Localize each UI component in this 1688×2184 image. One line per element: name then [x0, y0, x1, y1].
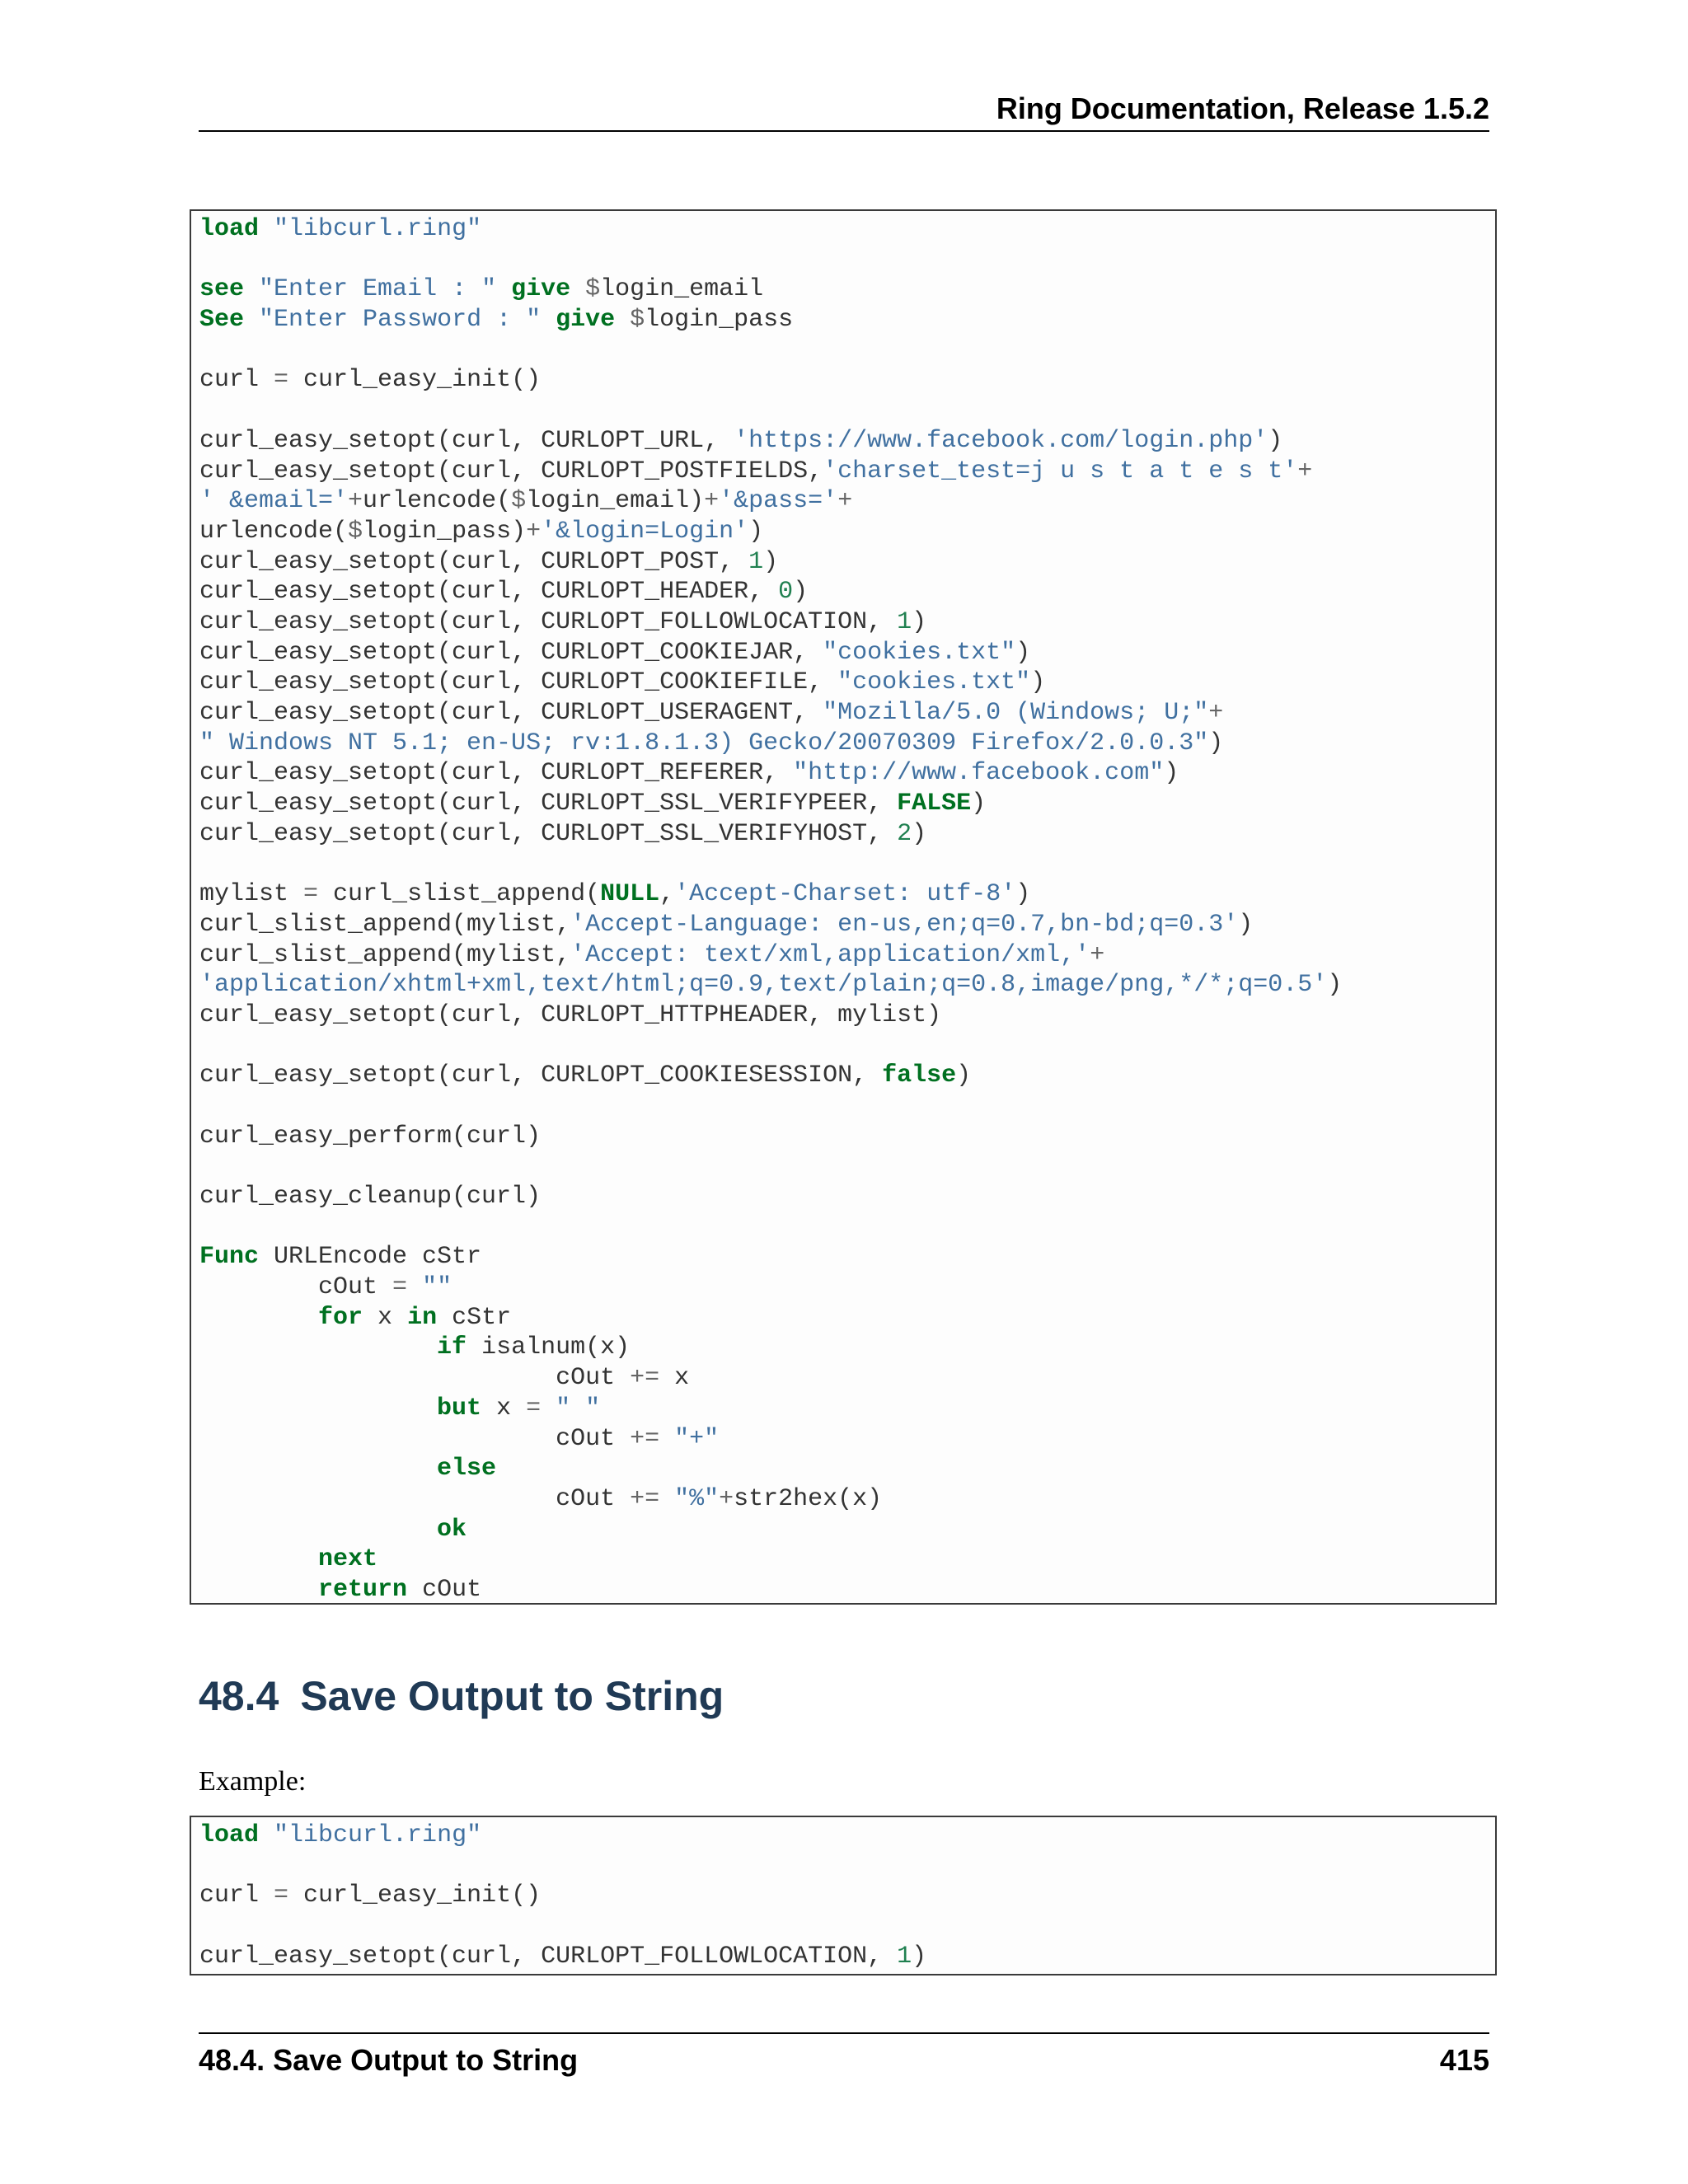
code-token-st: 'https://www.facebook.com/login.php'	[734, 426, 1268, 455]
example-label: Example:	[199, 1766, 307, 1797]
code-line	[199, 274, 1495, 305]
code-line	[199, 1333, 1495, 1363]
code-token	[259, 1821, 274, 1849]
code-token: curl_easy_perform(curl)	[199, 1122, 542, 1151]
code-line	[199, 1851, 1495, 1882]
code-token: curl_easy_setopt(curl, CURLOPT_REFERER,	[199, 759, 794, 788]
code-line	[199, 1821, 1495, 1851]
code-token-op: +	[1297, 457, 1313, 485]
code-token	[659, 1485, 674, 1513]
code-token: )	[1327, 971, 1343, 1000]
code-token: )	[763, 547, 779, 576]
code-token: isalnum(x)	[467, 1333, 631, 1362]
code-token-op: +	[837, 487, 853, 516]
code-line	[199, 396, 1495, 426]
code-token: login_email)	[526, 487, 705, 516]
code-token: cOut	[199, 1424, 631, 1453]
code-token-st: "%"	[674, 1484, 720, 1513]
code-token-op: +	[704, 487, 720, 516]
code-token: curl_easy_setopt(curl, CURLOPT_USERAGENT,	[199, 699, 823, 727]
code-token	[244, 275, 259, 303]
code-token: login_email	[600, 275, 764, 304]
code-line	[199, 1182, 1495, 1212]
code-token-st: ""	[422, 1273, 452, 1302]
code-token-st: '&login=Login'	[541, 517, 749, 546]
code-line	[199, 1454, 1495, 1484]
code-line	[199, 577, 1495, 607]
code-line	[199, 426, 1495, 457]
code-line	[199, 335, 1495, 366]
code-token: cOut	[407, 1575, 482, 1604]
code-token-nm: 0	[778, 578, 794, 607]
code-line	[199, 879, 1495, 910]
code-token-st: "libcurl.ring"	[274, 1821, 482, 1849]
page-footer	[199, 2032, 1489, 2083]
code-block-2	[190, 1816, 1497, 1975]
code-line	[199, 365, 1495, 396]
code-line	[199, 698, 1495, 729]
code-line	[199, 1942, 1495, 1972]
code-token-kw: See	[199, 306, 245, 335]
code-token-op: =	[303, 880, 319, 909]
code-token	[496, 275, 511, 303]
code-token	[199, 1516, 437, 1544]
code-line	[199, 1484, 1495, 1515]
code-token: )	[1238, 910, 1254, 939]
code-token-op: $	[585, 275, 601, 304]
code-line	[199, 970, 1495, 1001]
code-token	[199, 1455, 437, 1483]
code-token-op: +=	[630, 1484, 660, 1513]
code-token	[199, 1394, 437, 1422]
code-token: URLEncode cStr	[259, 1243, 482, 1272]
code-token-op: +	[348, 487, 363, 516]
code-token-kw: ok	[437, 1515, 467, 1544]
code-token	[199, 1333, 437, 1361]
code-token: curl_slist_append(mylist,	[199, 910, 571, 939]
code-token: login_pass)	[363, 517, 527, 546]
code-line	[199, 245, 1495, 275]
code-token	[615, 306, 630, 334]
code-token-op: =	[274, 1882, 289, 1910]
code-line	[199, 1394, 1495, 1424]
code-token: )	[912, 1942, 927, 1971]
code-line	[199, 758, 1495, 789]
code-token-kw: return	[318, 1575, 408, 1604]
code-token: x	[363, 1303, 408, 1332]
code-token-nm: 1	[897, 607, 912, 636]
code-line	[199, 1303, 1495, 1333]
code-token-st: "Enter Password : "	[259, 306, 542, 335]
code-token: urlencode(	[363, 487, 512, 516]
code-token: )	[793, 578, 809, 607]
code-token: )	[956, 1062, 972, 1090]
code-token: urlencode(	[199, 517, 349, 546]
code-token-kw: for	[318, 1303, 363, 1332]
code-token-st: "cookies.txt"	[837, 668, 1031, 697]
code-token-kw: false	[882, 1062, 957, 1090]
code-token	[570, 275, 585, 303]
code-token: ,	[659, 880, 675, 909]
code-token: login_pass	[645, 306, 794, 335]
code-token: )	[1268, 426, 1283, 455]
code-token-op: $	[630, 306, 645, 335]
code-token-st: "http://www.facebook.com"	[793, 759, 1165, 788]
code-line	[199, 547, 1495, 578]
code-line	[199, 638, 1495, 668]
code-token: curl_easy_setopt(curl, CURLOPT_POST,	[199, 547, 749, 576]
code-listing	[191, 1817, 1495, 1971]
code-token-kw: give	[556, 306, 616, 335]
code-token: curl_easy_setopt(curl, CURLOPT_HTTPHEADER, mylist)	[199, 1001, 942, 1029]
code-token-op: =	[392, 1273, 408, 1302]
code-token: str2hex(x)	[734, 1484, 883, 1513]
code-line	[199, 849, 1495, 879]
code-token-st: "Enter Email : "	[259, 275, 497, 304]
footer-section-ref: 48.4. Save Output to String	[199, 2043, 579, 2077]
code-token: curl	[199, 366, 274, 395]
code-line	[199, 1212, 1495, 1243]
code-line	[199, 1031, 1495, 1062]
section-heading	[199, 1671, 724, 1721]
code-token: )	[912, 607, 927, 636]
code-token	[259, 215, 274, 243]
code-token: cOut	[199, 1364, 631, 1393]
code-line	[199, 940, 1495, 971]
page-header	[199, 89, 1489, 132]
code-token-op: $	[511, 487, 527, 516]
code-token: curl_slist_append(	[318, 880, 601, 909]
code-token: )	[971, 790, 987, 818]
code-line	[199, 1061, 1495, 1091]
code-token-op: $	[348, 517, 363, 546]
code-token: )	[1030, 668, 1046, 697]
code-token: curl_easy_setopt(curl, CURLOPT_COOKIEFILE,	[199, 668, 838, 697]
code-token: curl	[199, 1882, 274, 1910]
code-token-kw: load	[199, 1821, 260, 1849]
code-token-kw: FALSE	[897, 790, 972, 818]
code-token: curl_slist_append(mylist,	[199, 940, 571, 969]
code-line	[199, 1424, 1495, 1455]
code-token	[659, 1425, 674, 1453]
code-token-op: =	[274, 366, 289, 395]
code-token-op: +	[1208, 699, 1224, 727]
code-token: cOut	[199, 1484, 631, 1513]
code-token	[199, 1304, 318, 1332]
code-line	[199, 305, 1495, 335]
code-line	[199, 1881, 1495, 1911]
code-block-1	[190, 209, 1497, 1605]
code-line	[199, 1544, 1495, 1575]
code-token-st: " Windows NT 5.1; en-US; rv:1.8.1.3) Gecko/20070309 Firefox/2.0.0.3"	[199, 729, 1209, 757]
code-token-kw: next	[318, 1545, 378, 1574]
code-token: curl_easy_setopt(curl, CURLOPT_FOLLOWLOCATION,	[199, 607, 898, 636]
code-token: curl_easy_setopt(curl, CURLOPT_COOKIESESSION,	[199, 1062, 883, 1090]
code-line	[199, 1001, 1495, 1031]
code-line	[199, 789, 1495, 819]
code-token-kw: load	[199, 215, 260, 243]
code-line	[199, 486, 1495, 517]
code-token-st: '&pass='	[719, 487, 838, 516]
code-token: )	[1164, 759, 1179, 788]
code-token-st: "+"	[674, 1424, 720, 1453]
code-line	[199, 457, 1495, 487]
section-number: 48.4	[199, 1673, 279, 1719]
code-token: curl_easy_setopt(curl, CURLOPT_POSTFIELDS,	[199, 457, 823, 485]
code-token: x	[659, 1364, 690, 1393]
code-token: )	[1015, 880, 1031, 909]
code-line	[199, 1242, 1495, 1272]
code-token-op: +=	[630, 1424, 660, 1453]
code-token-kw: in	[407, 1303, 438, 1332]
code-token	[541, 1394, 556, 1422]
code-token-nm: 1	[897, 1942, 912, 1971]
code-token: curl_easy_init()	[288, 1882, 542, 1910]
code-token-st: ' &email='	[199, 487, 349, 516]
code-token-kw: else	[437, 1455, 497, 1483]
code-line	[199, 1515, 1495, 1545]
code-token	[199, 1576, 318, 1604]
code-line	[199, 1575, 1495, 1605]
code-token: )	[1015, 638, 1031, 667]
code-token: cOut	[199, 1273, 393, 1302]
code-token	[541, 306, 556, 334]
code-line	[199, 517, 1495, 547]
code-token: x	[481, 1394, 527, 1422]
code-token: cStr	[437, 1303, 512, 1332]
code-line	[199, 729, 1495, 759]
code-listing	[191, 211, 1495, 1605]
code-token: mylist	[199, 880, 304, 909]
code-token: curl_easy_setopt(curl, CURLOPT_COOKIEJAR,	[199, 638, 823, 667]
code-line	[199, 1363, 1495, 1394]
code-token-st: 'Accept-Charset: utf-8'	[674, 880, 1016, 909]
code-line	[199, 1911, 1495, 1942]
code-token-kw: Func	[199, 1243, 260, 1272]
code-token-st: 'charset_test=j u s t a t e s t'	[823, 457, 1298, 485]
code-token: curl_easy_setopt(curl, CURLOPT_SSL_VERIFYHOST,	[199, 819, 898, 848]
code-token-st: "libcurl.ring"	[274, 215, 482, 243]
code-token	[407, 1273, 422, 1301]
code-token	[244, 306, 259, 334]
code-line	[199, 910, 1495, 940]
code-token-st: "cookies.txt"	[823, 638, 1016, 667]
code-token-op: +=	[630, 1364, 660, 1393]
code-token: curl_easy_setopt(curl, CURLOPT_SSL_VERIFYPEER,	[199, 790, 898, 818]
code-token: )	[748, 517, 764, 546]
code-token-kw: see	[199, 275, 245, 304]
code-token-kw: NULL	[600, 880, 660, 909]
code-token-op: +	[1090, 940, 1105, 969]
code-line	[199, 1122, 1495, 1152]
code-token: curl_easy_cleanup(curl)	[199, 1183, 542, 1211]
code-token-op: +	[526, 517, 542, 546]
code-token: curl_easy_setopt(curl, CURLOPT_HEADER,	[199, 578, 779, 607]
code-token-op: +	[719, 1484, 734, 1513]
code-token: curl_easy_setopt(curl, CURLOPT_FOLLOWLOCATION,	[199, 1942, 898, 1971]
code-line	[199, 1091, 1495, 1122]
code-line	[199, 607, 1495, 638]
code-token-nm: 1	[748, 547, 764, 576]
code-token-st: "Mozilla/5.0 (Windows; U;"	[823, 699, 1209, 727]
code-line	[199, 214, 1495, 245]
code-token-op: =	[526, 1394, 542, 1422]
code-token-nm: 2	[897, 819, 912, 848]
code-token-kw: if	[437, 1333, 467, 1362]
document-title: Ring Documentation, Release 1.5.2	[996, 91, 1489, 125]
code-line	[199, 819, 1495, 850]
page-number: 415	[1439, 2043, 1489, 2077]
code-token: curl_easy_init()	[288, 366, 542, 395]
code-token-st: 'Accept: text/xml,application/xml,'	[570, 940, 1090, 969]
code-token: )	[1208, 729, 1224, 757]
code-token-st: " "	[556, 1394, 601, 1422]
code-token-st: 'application/xhtml+xml,text/html;q=0.9,text/plain;q=0.8,image/png,*/*;q=0.5'	[199, 971, 1328, 1000]
section-title: Save Output to String	[300, 1673, 724, 1719]
code-token: )	[912, 819, 927, 848]
code-token-kw: give	[511, 275, 571, 304]
code-token	[199, 1545, 318, 1573]
code-line	[199, 1272, 1495, 1303]
code-line	[199, 1151, 1495, 1182]
code-token-st: 'Accept-Language: en-us,en;q=0.7,bn-bd;q=0.3'	[570, 910, 1239, 939]
code-token-kw: but	[437, 1394, 482, 1422]
code-token: curl_easy_setopt(curl, CURLOPT_URL,	[199, 426, 734, 455]
code-line	[199, 668, 1495, 698]
